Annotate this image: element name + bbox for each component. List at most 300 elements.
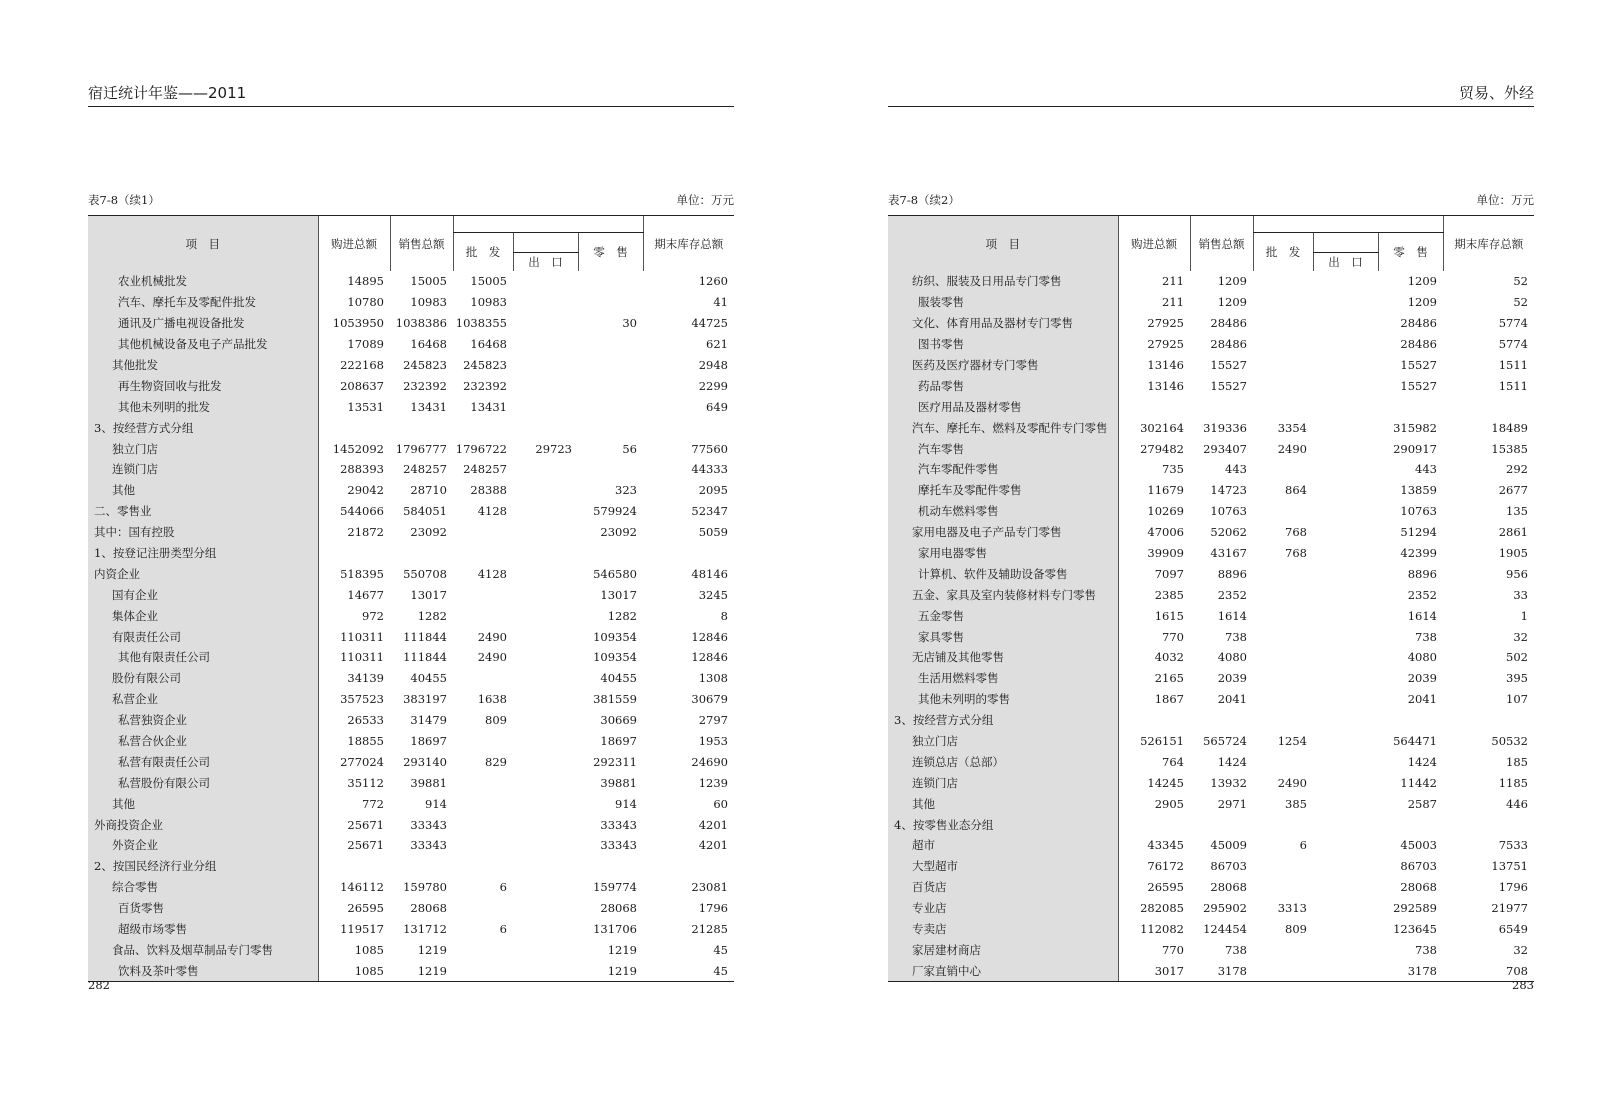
row-label: 图书零售 <box>888 334 1118 355</box>
row-value: 3017 <box>1118 960 1190 981</box>
table-row <box>88 856 734 877</box>
row-value: 2299 <box>698 378 728 393</box>
row-value: 768 <box>1285 525 1307 540</box>
table-row <box>88 898 734 919</box>
row-value <box>390 856 453 877</box>
row-value: 44333 <box>691 462 728 477</box>
row-value: 1614 <box>1407 608 1437 623</box>
row-value: 15527 <box>1210 378 1247 393</box>
row-label: 汽车、摩托车及零配件批发 <box>88 292 318 313</box>
row-value: 7097 <box>1154 566 1184 581</box>
row-value <box>513 689 578 710</box>
row-value <box>390 543 453 564</box>
row-label: 其他未列明的零售 <box>888 689 1118 710</box>
table-row <box>88 960 734 981</box>
table-unit: 单位：万元 <box>1476 193 1534 207</box>
row-value: 768 <box>1285 546 1307 561</box>
row-value <box>578 396 643 417</box>
row-value: 735 <box>1162 462 1184 477</box>
row-value: 1219 <box>578 960 643 981</box>
table-row <box>888 480 1534 501</box>
table-row <box>88 731 734 752</box>
table-row <box>888 355 1534 376</box>
row-value: 738 <box>1225 629 1247 644</box>
row-value <box>1253 710 1313 731</box>
running-head-title: 贸易、外经 <box>1458 84 1534 102</box>
row-value: 34139 <box>347 671 384 686</box>
row-value: 52062 <box>1210 525 1247 540</box>
row-label: 无店铺及其他零售 <box>888 647 1118 668</box>
table-row <box>888 543 1534 564</box>
row-label: 3、按经营方式分组 <box>888 710 1118 731</box>
row-value: 28486 <box>1400 316 1437 331</box>
row-value: 15005 <box>470 274 507 289</box>
row-value: 2797 <box>698 713 728 728</box>
row-value: 15527 <box>1210 358 1247 372</box>
row-value: 1219 <box>390 960 453 981</box>
table-row <box>88 710 734 731</box>
row-label: 外商投资企业 <box>88 814 318 835</box>
row-value: 1452092 <box>332 441 384 456</box>
row-value: 211 <box>1162 295 1184 310</box>
row-label: 大型超市 <box>888 856 1118 877</box>
row-value: 13146 <box>1147 378 1184 393</box>
row-value <box>578 334 643 355</box>
row-value: 33343 <box>410 817 447 832</box>
row-value: 3313 <box>1277 901 1307 916</box>
row-value: 1 <box>1520 608 1528 623</box>
table-row <box>888 940 1534 961</box>
row-value <box>1190 710 1253 731</box>
header-sales: 销售总额 <box>1190 216 1253 272</box>
row-value <box>1313 334 1378 355</box>
row-value <box>1253 940 1313 961</box>
row-value: 208637 <box>340 378 384 393</box>
row-value: 10780 <box>347 295 384 310</box>
row-value <box>513 584 578 605</box>
row-value <box>513 375 578 396</box>
row-label: 有限责任公司 <box>88 626 318 647</box>
row-value: 864 <box>1285 483 1307 498</box>
row-value: 26595 <box>347 901 384 916</box>
row-value: 914 <box>615 796 637 811</box>
row-value: 28388 <box>470 483 507 498</box>
row-label: 私营合伙企业 <box>88 731 318 752</box>
row-value: 28068 <box>600 901 637 916</box>
row-value <box>513 396 578 417</box>
row-value: 47006 <box>1147 525 1184 540</box>
row-value: 30669 <box>600 713 637 728</box>
row-label: 纺织、服装及日用品专门零售 <box>888 271 1118 292</box>
table-row <box>88 563 734 584</box>
row-label: 生活用燃料零售 <box>888 668 1118 689</box>
table-row <box>88 522 734 543</box>
row-value: 446 <box>1506 796 1528 811</box>
row-value <box>513 271 578 292</box>
row-value: 23092 <box>600 525 637 540</box>
table-row <box>88 501 734 522</box>
row-value <box>1253 584 1313 605</box>
row-value: 245823 <box>403 358 447 372</box>
table-row <box>88 605 734 626</box>
row-value: 546580 <box>593 566 637 581</box>
row-value: 107 <box>1506 692 1528 707</box>
page-number: 282 <box>88 978 110 992</box>
row-label: 家用电器零售 <box>888 543 1118 564</box>
row-label: 机动车燃料零售 <box>888 501 1118 522</box>
row-label: 1、按登记注册类型分组 <box>88 543 318 564</box>
row-value: 565724 <box>1203 734 1247 749</box>
row-label: 2、按国民经济行业分组 <box>88 856 318 877</box>
row-value <box>513 417 578 438</box>
row-value: 4201 <box>698 817 728 832</box>
row-value: 1796777 <box>395 441 447 456</box>
row-value: 914 <box>425 796 447 811</box>
table-row <box>888 919 1534 940</box>
row-value: 135 <box>1506 504 1528 519</box>
table-row <box>88 647 734 668</box>
table-body <box>88 271 734 982</box>
row-value: 579924 <box>593 504 637 519</box>
row-value: 32 <box>1513 629 1528 644</box>
header-inventory: 期末库存总额 <box>1443 216 1534 272</box>
row-value: 14677 <box>347 587 384 602</box>
row-value: 13751 <box>1491 859 1528 874</box>
row-value: 6 <box>1299 838 1307 853</box>
row-value: 277024 <box>340 754 384 769</box>
row-value: 15005 <box>410 274 447 289</box>
table-row <box>888 396 1534 417</box>
row-value <box>578 271 643 292</box>
row-label: 服装零售 <box>888 292 1118 313</box>
table-row <box>88 459 734 480</box>
row-label: 专业店 <box>888 898 1118 919</box>
row-value: 502 <box>1506 650 1528 665</box>
row-label: 超市 <box>888 835 1118 856</box>
row-value: 30679 <box>691 692 728 707</box>
row-value: 2677 <box>1498 483 1528 498</box>
row-label: 内资企业 <box>88 563 318 584</box>
table-row <box>888 751 1534 772</box>
row-value: 5774 <box>1498 337 1528 352</box>
table-row <box>88 877 734 898</box>
row-value: 2039 <box>1407 671 1437 686</box>
row-value <box>453 543 513 564</box>
row-value <box>578 459 643 480</box>
row-value: 279482 <box>1140 441 1184 456</box>
table-row <box>88 626 734 647</box>
row-label: 通讯及广播电视设备批发 <box>88 313 318 334</box>
row-label: 连锁总店（总部） <box>888 751 1118 772</box>
row-value: 45 <box>713 942 728 957</box>
table-row <box>888 668 1534 689</box>
row-value: 2490 <box>1277 441 1307 456</box>
row-value: 2905 <box>1154 796 1184 811</box>
row-value: 25671 <box>347 817 384 832</box>
row-value: 41 <box>713 295 728 310</box>
row-value <box>1253 271 1313 292</box>
row-value <box>1253 355 1313 376</box>
row-value: 15527 <box>1400 378 1437 393</box>
row-value: 770 <box>1162 629 1184 644</box>
row-value <box>453 835 513 856</box>
row-value: 15385 <box>1491 441 1528 456</box>
row-label: 五金、家具及室内装修材料专门零售 <box>888 584 1118 605</box>
row-value <box>453 772 513 793</box>
row-value: 4032 <box>1154 650 1184 665</box>
row-value: 29042 <box>347 483 384 498</box>
row-value: 809 <box>485 713 507 728</box>
row-value <box>513 898 578 919</box>
row-value: 385 <box>1285 796 1307 811</box>
header-inventory: 期末库存总额 <box>643 216 734 272</box>
table-row <box>88 313 734 334</box>
table-row <box>888 292 1534 313</box>
row-value <box>513 960 578 981</box>
row-value: 11679 <box>1147 483 1184 498</box>
row-value <box>513 355 578 376</box>
row-label: 五金零售 <box>888 605 1118 626</box>
row-value <box>1313 772 1378 793</box>
row-value: 738 <box>1225 942 1247 957</box>
row-value: 1209 <box>1407 274 1437 289</box>
table-row <box>888 459 1534 480</box>
row-label: 其他未列明的批发 <box>88 396 318 417</box>
row-value: 2165 <box>1154 671 1184 686</box>
row-value: 383197 <box>403 692 447 707</box>
table-row <box>88 835 734 856</box>
row-value <box>513 751 578 772</box>
row-label: 3、按经营方式分组 <box>88 417 318 438</box>
row-value: 76172 <box>1147 859 1184 874</box>
row-value <box>513 856 578 877</box>
table-row <box>888 772 1534 793</box>
table-row <box>88 772 734 793</box>
row-value: 5059 <box>698 525 728 540</box>
row-value <box>1313 584 1378 605</box>
row-value: 21285 <box>691 922 728 937</box>
row-value: 3178 <box>1378 960 1443 981</box>
row-value <box>1313 313 1378 334</box>
row-label: 集体企业 <box>88 605 318 626</box>
right-page <box>888 0 1534 1099</box>
table-row <box>888 501 1534 522</box>
table-header <box>88 216 734 272</box>
row-value: 526151 <box>1140 734 1184 749</box>
row-value <box>1313 751 1378 772</box>
row-value: 4201 <box>698 838 728 853</box>
row-value: 14245 <box>1147 775 1184 790</box>
row-value: 1085 <box>318 960 390 981</box>
row-value <box>578 856 643 877</box>
row-label: 药品零售 <box>888 375 1118 396</box>
row-value <box>513 626 578 647</box>
row-value: 1038355 <box>455 316 507 331</box>
row-value <box>513 563 578 584</box>
row-value <box>1253 689 1313 710</box>
row-value: 738 <box>1415 629 1437 644</box>
row-label: 私营企业 <box>88 689 318 710</box>
row-label: 其他 <box>888 793 1118 814</box>
statistics-table <box>88 215 734 982</box>
row-value: 1209 <box>1407 295 1437 310</box>
row-value: 43345 <box>1147 838 1184 853</box>
table-row <box>888 877 1534 898</box>
row-label: 家用电器及电子产品专门零售 <box>888 522 1118 543</box>
statistics-table <box>888 215 1534 982</box>
row-value: 21872 <box>347 525 384 540</box>
row-value <box>513 710 578 731</box>
row-value: 1053950 <box>332 316 384 331</box>
row-value <box>1253 605 1313 626</box>
header-item: 项 目 <box>88 216 318 272</box>
row-value <box>1190 396 1253 417</box>
row-value <box>1118 710 1190 731</box>
table-row <box>88 355 734 376</box>
table-row <box>88 334 734 355</box>
row-value <box>1118 396 1190 417</box>
table-row <box>88 814 734 835</box>
row-value <box>1313 375 1378 396</box>
row-value <box>453 584 513 605</box>
table-row <box>88 438 734 459</box>
row-label: 家具零售 <box>888 626 1118 647</box>
table-row <box>888 626 1534 647</box>
table-row <box>88 396 734 417</box>
row-value: 10983 <box>470 295 507 310</box>
row-value <box>643 543 734 564</box>
row-label: 综合零售 <box>88 877 318 898</box>
row-value: 1254 <box>1277 734 1307 749</box>
row-value <box>513 605 578 626</box>
row-value: 621 <box>706 337 728 352</box>
table-row <box>888 438 1534 459</box>
row-value <box>578 375 643 396</box>
row-value: 10763 <box>1400 504 1437 519</box>
row-value <box>1313 668 1378 689</box>
header-wholesale: 批 发 <box>1253 233 1313 272</box>
row-value: 112082 <box>1140 922 1184 937</box>
row-value: 2095 <box>698 483 728 498</box>
row-value: 2948 <box>698 358 728 372</box>
row-value: 45009 <box>1210 838 1247 853</box>
row-value: 3245 <box>698 587 728 602</box>
row-value: 319336 <box>1203 420 1247 435</box>
row-value <box>1313 940 1378 961</box>
row-value <box>1313 271 1378 292</box>
row-value: 6 <box>499 922 507 937</box>
row-value: 738 <box>1415 942 1437 957</box>
table-row <box>888 960 1534 981</box>
table-row <box>888 689 1534 710</box>
row-value: 292311 <box>593 754 637 769</box>
header-export-box <box>1313 233 1378 253</box>
header-spacer <box>1253 216 1443 233</box>
row-value: 86703 <box>1210 859 1247 874</box>
row-value <box>513 292 578 313</box>
row-label: 厂家直销中心 <box>888 960 1118 981</box>
row-value: 131706 <box>593 922 637 937</box>
row-value: 23092 <box>410 525 447 540</box>
row-value: 10983 <box>410 295 447 310</box>
row-value: 18697 <box>600 734 637 749</box>
row-value: 52 <box>1513 274 1528 289</box>
row-value: 1185 <box>1498 775 1528 790</box>
row-value: 7533 <box>1498 838 1528 853</box>
row-value <box>1253 459 1313 480</box>
row-value <box>513 501 578 522</box>
row-value <box>1313 960 1378 981</box>
row-value: 1282 <box>607 608 637 623</box>
row-value: 1282 <box>417 608 447 623</box>
row-value: 4128 <box>477 566 507 581</box>
row-value: 52 <box>1513 295 1528 310</box>
row-value <box>453 898 513 919</box>
row-value <box>1253 647 1313 668</box>
row-value: 28486 <box>1210 316 1247 331</box>
table-row <box>888 605 1534 626</box>
row-value <box>513 522 578 543</box>
row-label: 国有企业 <box>88 584 318 605</box>
row-value <box>1378 710 1443 731</box>
row-label: 医疗用品及器材零售 <box>888 396 1118 417</box>
row-value: 443 <box>1225 462 1247 477</box>
row-value <box>1313 459 1378 480</box>
row-value: 956 <box>1506 566 1528 581</box>
row-value: 2039 <box>1217 671 1247 686</box>
table-row <box>888 793 1534 814</box>
row-value: 21977 <box>1491 901 1528 916</box>
row-label: 其他机械设备及电子产品批发 <box>88 334 318 355</box>
row-value: 12846 <box>691 650 728 665</box>
row-value: 292589 <box>1393 901 1437 916</box>
header-purchase: 购进总额 <box>1118 216 1190 272</box>
table-row <box>88 375 734 396</box>
row-value: 293140 <box>403 754 447 769</box>
row-value: 13531 <box>347 399 384 414</box>
row-value: 17089 <box>347 337 384 352</box>
row-value <box>1378 814 1443 835</box>
row-value: 1085 <box>354 942 384 957</box>
row-value: 1953 <box>698 734 728 749</box>
row-value: 18489 <box>1491 420 1528 435</box>
table-row <box>888 271 1534 292</box>
row-value: 111844 <box>403 629 447 644</box>
row-value <box>513 543 578 564</box>
row-value: 16468 <box>410 337 447 352</box>
row-value: 1219 <box>417 942 447 957</box>
row-value: 8 <box>720 608 728 623</box>
header-retail: 零 售 <box>578 233 643 272</box>
table-row <box>88 584 734 605</box>
row-label: 其他批发 <box>88 355 318 376</box>
row-value <box>513 877 578 898</box>
row-value: 232392 <box>403 378 447 393</box>
table-row <box>88 543 734 564</box>
row-value <box>1190 814 1253 835</box>
table-row <box>88 689 734 710</box>
row-value <box>1313 563 1378 584</box>
row-label: 百货店 <box>888 877 1118 898</box>
row-value: 111844 <box>403 650 447 665</box>
table-row <box>888 563 1534 584</box>
row-value: 2971 <box>1217 796 1247 811</box>
row-value <box>318 856 390 877</box>
row-value: 770 <box>1162 942 1184 957</box>
row-value: 1511 <box>1498 358 1528 372</box>
row-value: 14723 <box>1210 483 1247 498</box>
table-row <box>88 919 734 940</box>
